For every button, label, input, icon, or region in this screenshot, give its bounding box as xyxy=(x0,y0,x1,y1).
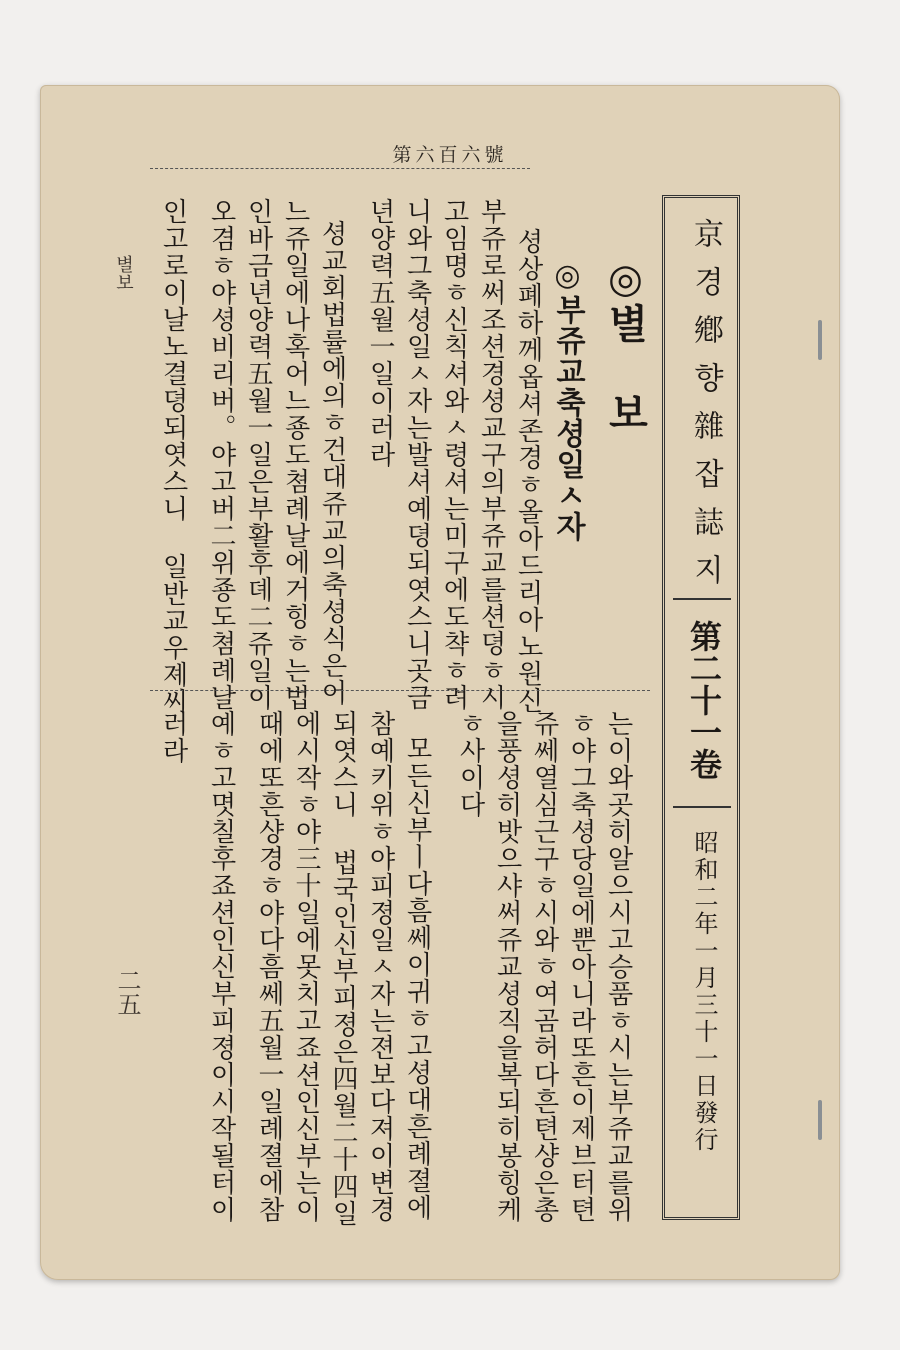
staple xyxy=(818,320,822,360)
staple xyxy=(818,1100,822,1140)
text-column: 모든신부ㅣ다흠쎄이귀ㅎ고셩대흔례졀에 xyxy=(402,735,432,1221)
text-column: 고임명ㅎ신칙셔와ㅅ령셔는미구에도챡ㅎ려 xyxy=(439,198,469,711)
text-column: ㅎ야그축셩당일에뿐아니라또흔이제브터텬 xyxy=(566,710,596,1223)
text-column: 니와그축셩일ㅅ자는발셔예뎡되엿스니곳금 xyxy=(402,198,432,711)
section-divider xyxy=(150,690,650,691)
text-column: 쥬쎄열심근구ㅎ시와ㅎ여곰허다흔텬샹은총 xyxy=(529,710,559,1223)
masthead-title: 京경鄕향雜잡誌지 xyxy=(688,218,723,602)
text-column: 년양력五월一일이러라 xyxy=(365,198,395,468)
text-column: 부쥬로써조션경셩교구의부쥬교를션뎡ㅎ시 xyxy=(476,198,506,711)
text-column: 는이와곳히알으시고승품ㅎ시는부쥬교를위 xyxy=(603,710,633,1223)
masthead-box xyxy=(662,195,740,1220)
article-heading: ◎별 보 xyxy=(602,255,649,433)
text-column: 셩상폐하께옵셔존경ㅎ올아드리아노원신 xyxy=(513,228,543,714)
text-column: 인바금년양력五월一일은부활후뎨二쥬일이 xyxy=(243,198,273,711)
issue-header: 第六百六號 xyxy=(392,144,508,166)
text-column: 에시작ㅎ야三十일에못치고죠션인신부는이 xyxy=(291,710,321,1223)
text-column: 느쥬일에나혹어느죵도쳠례날에거힝ㅎ는법 xyxy=(280,198,310,711)
article-subheading: ◎부쥬교축셩일ㅅ자 xyxy=(550,258,585,542)
text-column: 셩교회법률에의ㅎ건대쥬교의축셩식은어 xyxy=(317,220,347,706)
text-column: 때에또흔샹경ㅎ야다흠쎄五월一일례졀에참 xyxy=(254,710,284,1223)
text-column: 참예키위ㅎ야피졍일ㅅ자는젼보다져이변경 xyxy=(365,710,395,1223)
masthead-rule xyxy=(673,598,731,600)
page-number: 二五 xyxy=(113,968,141,1016)
text-column: 을풍셩히밧으샤써쥬교셩직을복되히봉힝케 xyxy=(492,710,522,1223)
text-column: 되엿스니 법국인신부피졍은四월二十四일 xyxy=(328,710,358,1227)
text-column: 러라 xyxy=(158,710,188,764)
header-rule xyxy=(150,168,530,169)
text-column: ㅎ사이다 xyxy=(455,710,485,818)
text-column: 오겸ㅎ야셩비리버。야고버二위죵도쳠례날 xyxy=(206,198,236,711)
masthead-rule xyxy=(673,806,731,808)
section-label: 별보 xyxy=(113,255,134,291)
volume-number: 第二十一卷 xyxy=(685,620,723,780)
text-column: 예ㅎ고몃칠후죠션인신부피졍이시작될터이 xyxy=(206,710,236,1223)
text-column: 인고로이날노결뎡되엿스니 일반교우졔씨 xyxy=(158,198,188,715)
publish-date: 昭和二年一月三十一日發行 xyxy=(690,830,718,1154)
